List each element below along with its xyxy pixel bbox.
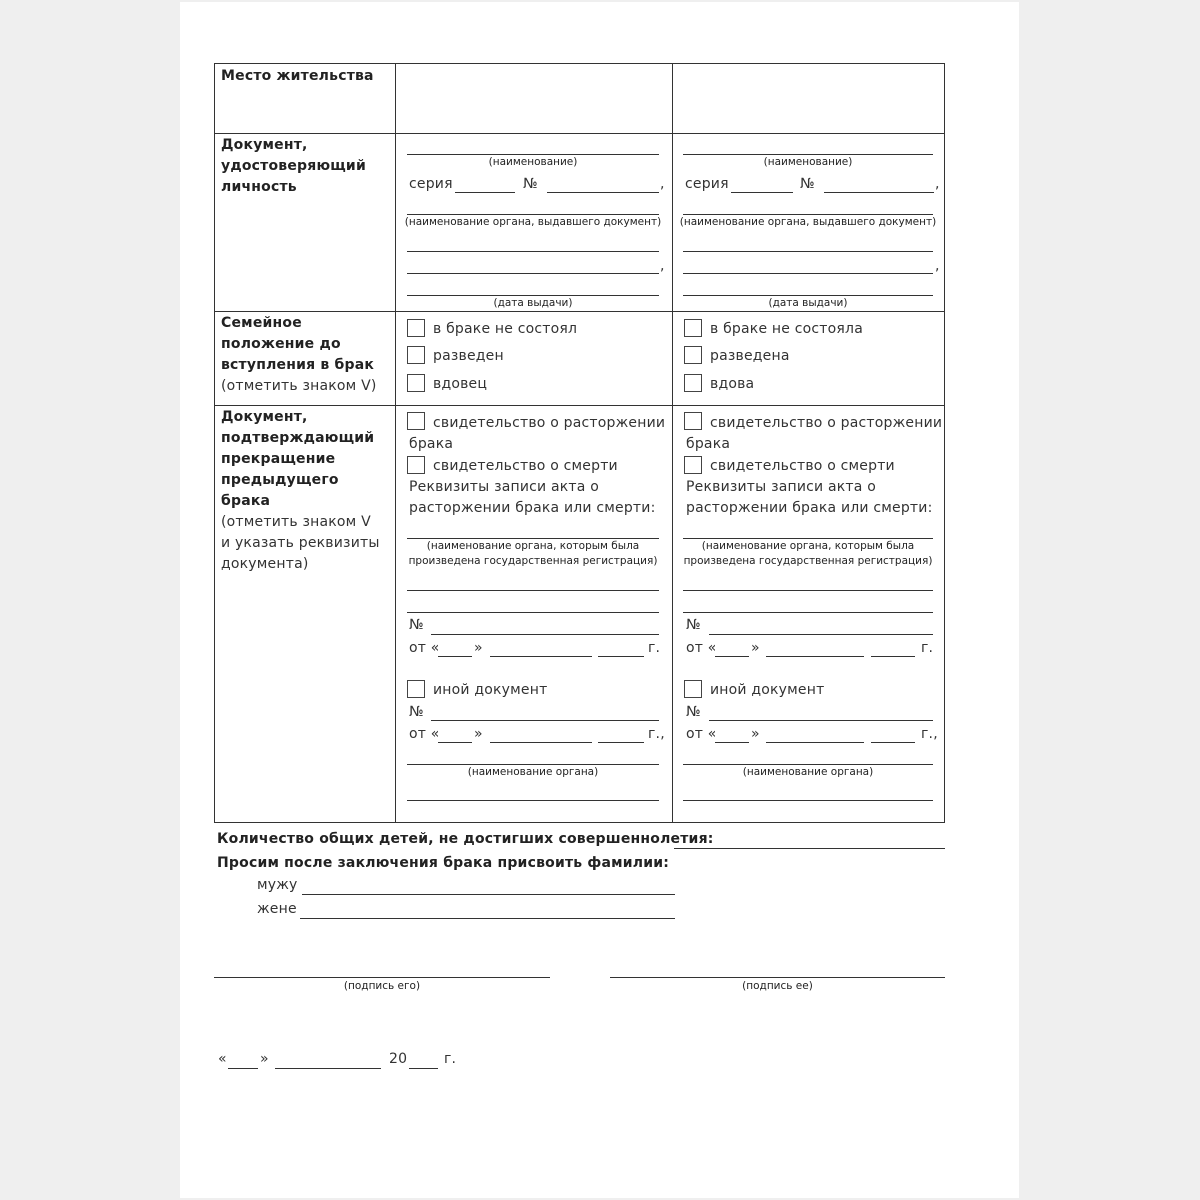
wife-date-hint: (дата выдачи) (768, 297, 848, 309)
wife-other-year-field[interactable] (871, 742, 915, 743)
husband-date-line[interactable] (407, 295, 659, 296)
prev-label-line2: подтверждающий (221, 430, 375, 446)
prev-label-line1: Документ, (221, 409, 308, 425)
husband-number-label: № (523, 176, 538, 192)
husband-other-day-field[interactable] (438, 742, 472, 743)
table-row-divider-3 (214, 405, 945, 406)
husband-other-close-quote: » (474, 726, 483, 742)
wife-act-close-quote: » (751, 640, 760, 656)
prev-label-line3: прекращение (221, 451, 336, 467)
date-day-field[interactable] (228, 1068, 258, 1069)
husband-date-hint: (дата выдачи) (493, 297, 573, 309)
husband-other-year-label: г., (648, 726, 665, 742)
wife-surname-label: жене (257, 901, 297, 917)
husband-other-authority-line2[interactable] (407, 800, 659, 801)
husband-issuer-hint: (наименование органа, выдавшего документ) (404, 216, 662, 228)
wife-other-authority-hint: (наименование органа) (742, 766, 874, 778)
wife-issuer-line1[interactable] (683, 214, 933, 215)
wife-requisites-line1: Реквизиты записи акта о (686, 479, 876, 495)
prev-label-line4: предыдущего (221, 472, 339, 488)
id-doc-label-line2: удостоверяющий (221, 158, 366, 174)
wife-reg-line2[interactable] (683, 590, 933, 591)
husband-surname-field[interactable] (302, 894, 675, 895)
wife-not-married-checkbox[interactable] (684, 319, 702, 337)
wife-divorce-cert-label2: брака (686, 436, 731, 452)
husband-other-number-label: № (409, 704, 424, 720)
table-col-divider-2 (672, 63, 673, 823)
wife-other-month-field[interactable] (766, 742, 864, 743)
wife-reg-hint2: произведена государственная регистрация) (683, 555, 933, 567)
husband-reg-line3[interactable] (407, 612, 659, 613)
husband-issuer-line3[interactable] (407, 273, 659, 274)
husband-other-year-field[interactable] (598, 742, 644, 743)
husband-act-number-label: № (409, 617, 424, 633)
husband-other-from-label: от « (409, 726, 440, 742)
wife-id-name-hint: (наименование) (763, 156, 853, 168)
husband-divorce-cert-checkbox[interactable] (407, 412, 425, 430)
marital-label-line4: (отметить знаком V) (221, 378, 377, 394)
husband-series-field[interactable] (455, 192, 515, 193)
husband-divorce-cert-label2: брака (409, 436, 454, 452)
husband-reg-authority-line[interactable] (407, 538, 659, 539)
wife-act-number-field[interactable] (709, 634, 933, 635)
her-signature-line[interactable] (610, 977, 945, 978)
surnames-label: Просим после заключения брака присвоить фамилии: (217, 855, 670, 871)
children-count-label: Количество общих детей, не достигших совершеннолетия: (217, 831, 714, 847)
prev-label-line7: и указать реквизиты (221, 535, 380, 551)
husband-act-year-label: г. (648, 640, 661, 656)
date-open-quote: « (218, 1051, 227, 1067)
husband-not-married-label: в браке не состоял (433, 321, 578, 337)
husband-other-authority-line[interactable] (407, 764, 659, 765)
wife-series-comma: , (935, 176, 940, 192)
husband-other-authority-hint: (наименование органа) (467, 766, 599, 778)
table-row-divider-1 (214, 133, 945, 134)
husband-act-number-field[interactable] (431, 634, 659, 635)
wife-issuer-line2[interactable] (683, 251, 933, 252)
marital-label-line2: положение до (221, 336, 341, 352)
wife-series-label: серия (685, 176, 729, 192)
wife-other-doc-checkbox[interactable] (684, 680, 702, 698)
wife-issuer-line3[interactable] (683, 273, 933, 274)
wife-act-from-label: от « (686, 640, 717, 656)
wife-divorce-cert-label: свидетельство о расторжении (710, 415, 943, 431)
husband-series-comma: , (660, 176, 665, 192)
husband-id-name-line[interactable] (407, 154, 659, 155)
date-year-suffix: г. (444, 1051, 457, 1067)
wife-other-from-label: от « (686, 726, 717, 742)
husband-act-from-label: от « (409, 640, 440, 656)
husband-other-number-field[interactable] (431, 720, 659, 721)
wife-act-number-label: № (686, 617, 701, 633)
wife-act-month-field[interactable] (766, 656, 864, 657)
husband-not-married-checkbox[interactable] (407, 319, 425, 337)
wife-widowed-checkbox[interactable] (684, 374, 702, 392)
husband-other-doc-checkbox[interactable] (407, 680, 425, 698)
date-month-field[interactable] (275, 1068, 381, 1069)
husband-reg-hint2: произведена государственная регистрация) (408, 555, 658, 567)
wife-act-year-label: г. (921, 640, 934, 656)
husband-act-close-quote: » (474, 640, 483, 656)
husband-series-label: серия (409, 176, 453, 192)
husband-widowed-checkbox[interactable] (407, 374, 425, 392)
husband-act-month-field[interactable] (490, 656, 592, 657)
wife-other-number-field[interactable] (709, 720, 933, 721)
wife-act-day-field[interactable] (715, 656, 749, 657)
husband-divorced-checkbox[interactable] (407, 346, 425, 364)
date-close-quote: » (260, 1051, 269, 1067)
husband-reg-hint1: (наименование органа, которым была (426, 540, 640, 552)
wife-requisites-line2: расторжении брака или смерти: (686, 500, 933, 516)
wife-death-cert-checkbox[interactable] (684, 456, 702, 474)
prev-label-line5: брака (221, 493, 271, 509)
date-year-prefix: 20 (389, 1051, 408, 1067)
wife-surname-field[interactable] (300, 918, 675, 919)
his-signature-line[interactable] (214, 977, 550, 978)
wife-divorce-cert-checkbox[interactable] (684, 412, 702, 430)
wife-other-day-field[interactable] (715, 742, 749, 743)
husband-id-name-hint: (наименование) (488, 156, 578, 168)
husband-divorce-cert-label: свидетельство о расторжении (433, 415, 666, 431)
table-row-divider-2 (214, 311, 945, 312)
wife-reg-hint1: (наименование органа, которым была (701, 540, 915, 552)
husband-act-year-field[interactable] (598, 656, 644, 657)
husband-other-month-field[interactable] (490, 742, 592, 743)
husband-requisites-line1: Реквизиты записи акта о (409, 479, 599, 495)
children-count-field[interactable] (674, 848, 945, 849)
husband-reg-line2[interactable] (407, 590, 659, 591)
wife-widowed-label: вдова (710, 376, 755, 392)
wife-number-label: № (800, 176, 815, 192)
husband-divorced-label: разведен (433, 348, 504, 364)
husband-requisites-line2: расторжении брака или смерти: (409, 500, 656, 516)
wife-other-doc-label: иной документ (710, 682, 825, 698)
prev-label-line6: (отметить знаком V (221, 514, 371, 530)
his-signature-hint: (подпись его) (343, 980, 421, 992)
date-year-field[interactable] (409, 1068, 438, 1069)
her-signature-hint: (подпись ее) (742, 980, 813, 992)
wife-other-close-quote: » (751, 726, 760, 742)
wife-id-name-line[interactable] (683, 154, 933, 155)
wife-death-cert-label: свидетельство о смерти (710, 458, 895, 474)
table-col-divider-1 (395, 63, 396, 823)
wife-other-year-label: г., (921, 726, 938, 742)
husband-issuer-line2[interactable] (407, 251, 659, 252)
marital-label-line1: Семейное (221, 315, 302, 331)
marital-label-line3: вступления в брак (221, 357, 375, 373)
husband-death-cert-label: свидетельство о смерти (433, 458, 618, 474)
wife-issuer-hint: (наименование органа, выдавшего документ) (679, 216, 937, 228)
husband-surname-label: мужу (257, 877, 298, 893)
residence-label: Место жительства (221, 68, 374, 84)
husband-number-field[interactable] (547, 192, 659, 193)
wife-reg-authority-line[interactable] (683, 538, 933, 539)
wife-other-authority-line2[interactable] (683, 800, 933, 801)
id-doc-label-line1: Документ, (221, 137, 308, 153)
wife-series-field[interactable] (731, 192, 793, 193)
husband-act-day-field[interactable] (438, 656, 472, 657)
wife-divorced-checkbox[interactable] (684, 346, 702, 364)
wife-date-line[interactable] (683, 295, 933, 296)
wife-act-year-field[interactable] (871, 656, 915, 657)
wife-not-married-label: в браке не состояла (710, 321, 863, 337)
husband-other-doc-label: иной документ (433, 682, 548, 698)
wife-divorced-label: разведена (710, 348, 790, 364)
husband-issuer-line1[interactable] (407, 214, 659, 215)
id-doc-label-line3: личность (221, 179, 297, 195)
husband-widowed-label: вдовец (433, 376, 488, 392)
wife-number-field[interactable] (824, 192, 934, 193)
wife-issuer-comma: , (935, 258, 940, 274)
prev-label-line8: документа) (221, 556, 309, 572)
wife-other-number-label: № (686, 704, 701, 720)
wife-reg-line3[interactable] (683, 612, 933, 613)
husband-issuer-comma: , (660, 258, 665, 274)
husband-death-cert-checkbox[interactable] (407, 456, 425, 474)
wife-other-authority-line[interactable] (683, 764, 933, 765)
